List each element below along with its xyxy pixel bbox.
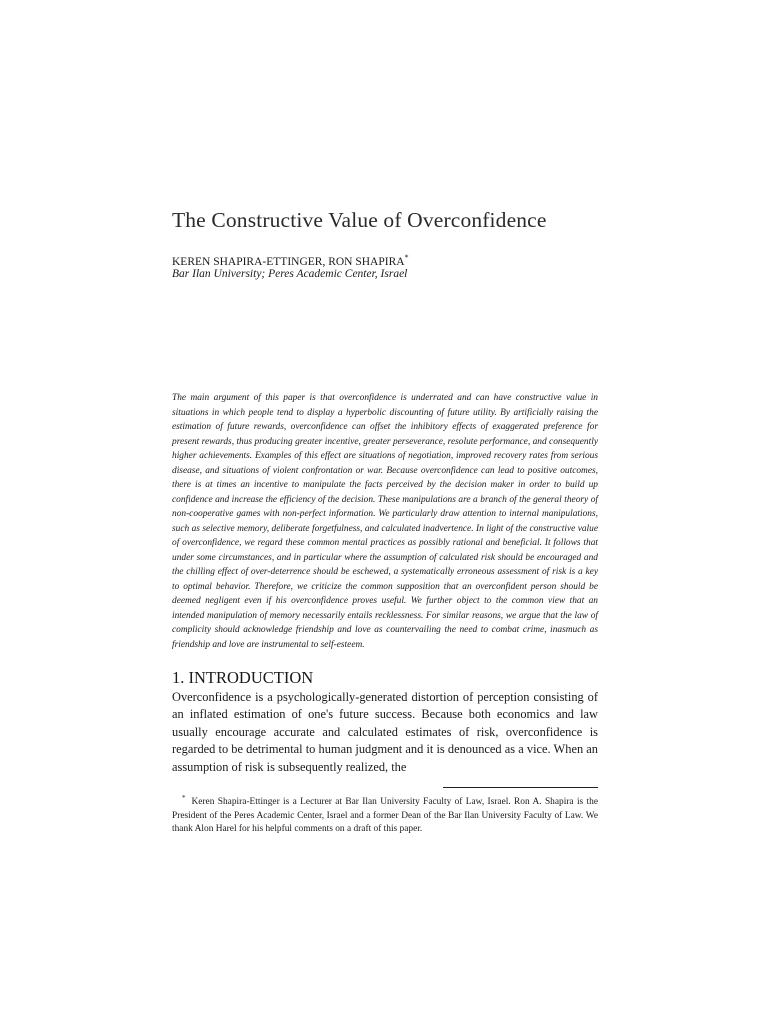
author-names: KEREN SHAPIRA-ETTINGER, RON SHAPIRA [172, 256, 405, 268]
footnote-text: Keren Shapira-Ettinger is a Lecturer at Bar Ilan University Faculty of Law, Israel. Ron A. Shapira is the President of the Peres Academic Center, Israel and a former Dean of the Bar Ilan University Faculty of Law. We thank Alon Harel for his helpful comments on a draft of this paper. [172, 797, 598, 834]
page-title: The Constructive Value of Overconfidence [172, 208, 547, 232]
footnote-mark: * [182, 794, 186, 802]
footnote [172, 792, 598, 837]
authors-line [172, 253, 409, 268]
footnote-divider [443, 787, 598, 788]
author-footnote-mark: * [404, 253, 409, 262]
affiliation: Bar Ilan University; Peres Academic Center, Israel [172, 268, 408, 280]
abstract-paragraph: The main argument of this paper is that overconfidence is underrated and can have constructive value in situations in which people tend to display a hyperbolic discounting of future utility. By artificially raising the estimation of future rewards, overconfidence can offset the inhibitory effects of exaggerated preference for present rewards, thus producing greater incentive, greater perseverance, resolute performance, and consequently higher achievements. Examples of this effect are situations of negotiation, improved recovery rates from serious disease, and situations of violent confrontation or war. Because overconfidence can lead to positive outcomes, there is at times an incentive to manipulate the facts perceived by the decision maker in order to build up confidence and increase the efficiency of the decision. These manipulations are a branch of the general theory of non-cooperative games with non-perfect information. We particularly draw attention to internal manipulations, such as selective memory, deliberate forgetfulness, and calculated inadvertence. In light of the constructive value of overconfidence, we regard these common mental practices as possibly rational and beneficial. It follows that under some circumstances, and in particular where the assumption of calculated risk should be encouraged and the chilling effect of over-deterrence should be eschewed, a systematically erroneous assessment of risk is a key to optimal behavior. Therefore, we criticize the common supposition that an overconfident person should be deemed negligent even if his overconfidence proves useful. We further object to the common view that an intended manipulation of memory necessarily entails recklessness. For similar reasons, we argue that the law of complicity should acknowledge friendship and love as countervailing the need to combat crime, inasmuch as friendship and love are instrumental to self-esteem. [172, 393, 598, 650]
section-heading-introduction: 1. INTRODUCTION [172, 668, 314, 687]
introduction-paragraph: Overconfidence is a psychologically-generated distortion of perception consisting of an inflated estimation of one's future success. Because both economics and law usually encourage accurate and calculated estimates of risk, overconfidence is regarded to be detrimental to human judgment and it is denounced as a vice. When an assumption of risk is subsequently realized, the [172, 690, 598, 774]
